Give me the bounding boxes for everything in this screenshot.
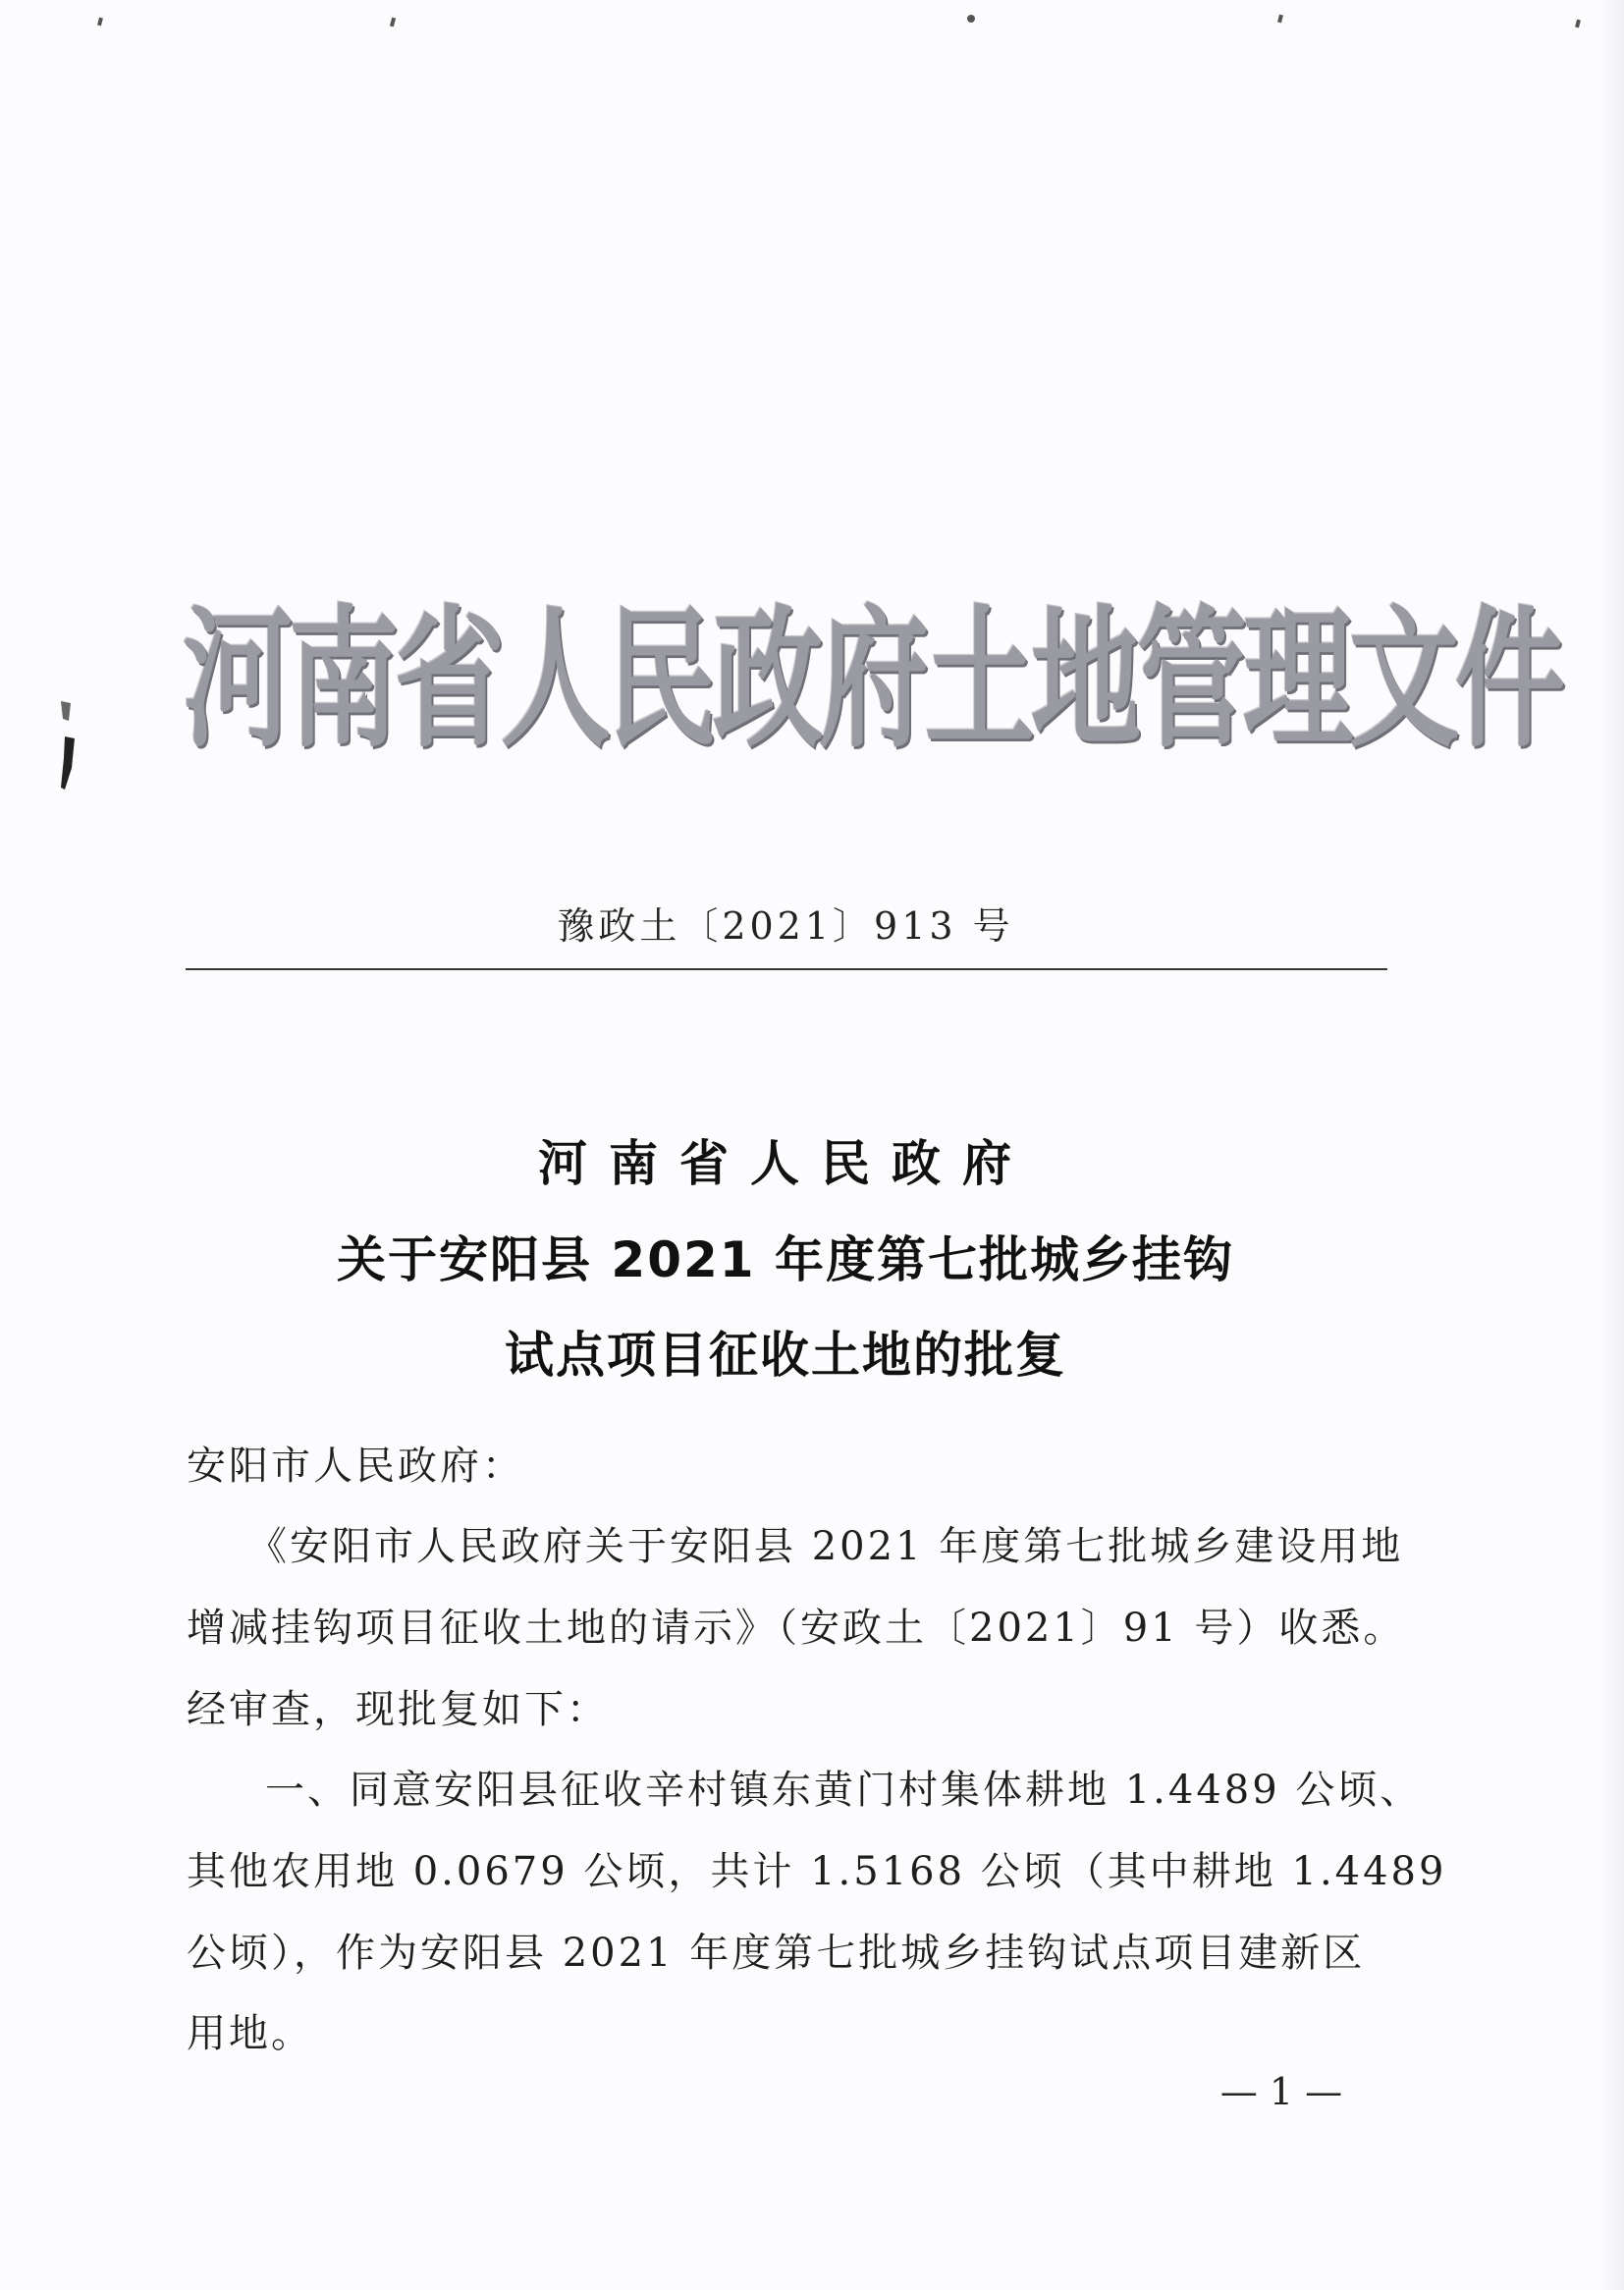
scan-speck (1277, 15, 1283, 24)
scan-speck (967, 15, 975, 23)
body-line-7: 用地。 (187, 2011, 313, 2056)
title-line-1: 河南省人民政府 (538, 1135, 1033, 1192)
body-line-6: 公顷），作为安阳县 2021 年度第七批城乡挂钩试点项目建新区 (187, 1931, 1366, 1976)
scan-shadow-edge (1598, 0, 1624, 2290)
salutation: 安阳市人民政府： (187, 1444, 524, 1489)
body-line-4: 一、同意安阳县征收辛村镇东黄门村集体耕地 1.4489 公顷、 (265, 1768, 1423, 1813)
page-number: — 1 — (1219, 2070, 1343, 2113)
body-line-1: 《安阳市人民政府关于安阳县 2021 年度第七批城乡建设用地 (247, 1524, 1404, 1569)
header-divider (186, 968, 1387, 970)
title-line-2: 关于安阳县 2021 年度第七批城乡挂钩 (337, 1231, 1234, 1288)
body-line-3: 经审查，现批复如下： (187, 1687, 609, 1732)
scan-speck (97, 18, 103, 27)
title-line-3: 试点项目征收土地的批复 (505, 1327, 1066, 1384)
scan-speck (1575, 20, 1581, 28)
binding-hole-mark (57, 699, 79, 795)
scan-speck (390, 18, 396, 27)
document-number: 豫政土〔2021〕913 号 (557, 904, 1014, 948)
masthead-title: 河南省人民政府土地管理文件 (183, 592, 1561, 769)
body-line-2: 增减挂钩项目征收土地的请示》（安政土〔2021〕91 号）收悉。 (187, 1606, 1406, 1651)
body-line-5: 其他农用地 0.0679 公顷，共计 1.5168 公顷（其中耕地 1.4489 (187, 1849, 1447, 1894)
